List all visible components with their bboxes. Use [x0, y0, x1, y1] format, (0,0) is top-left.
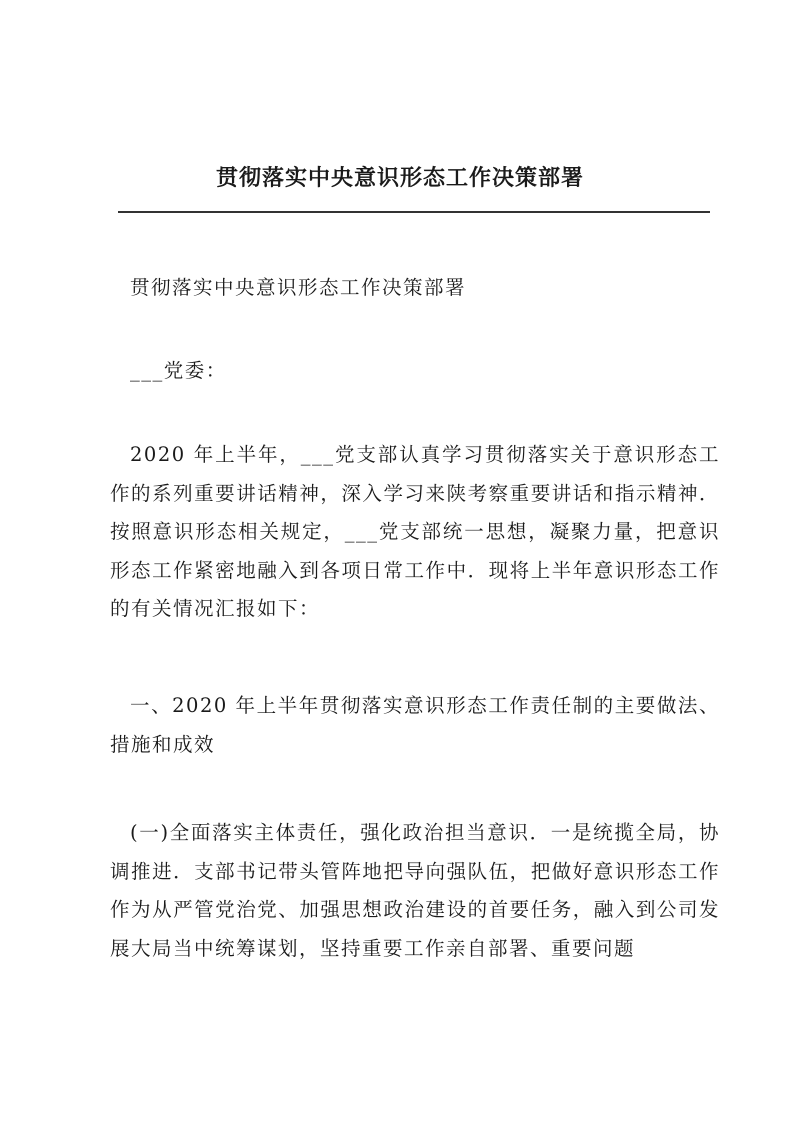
section-heading: 一、2020 年上半年贯彻落实意识形态工作责任制的主要做法、措施和成效 [110, 694, 720, 756]
intro-paragraph: 2020 年上半年，___党支部认真学习贯彻落实关于意识形态工作的系列重要讲话精神，深入学习来陕考察重要讲话和指示精神．按照意识形态相关规定，___党支部统一思想，凝聚力量，把意识形态工作紧密地融入到各项日常工作中．现将上半年意识形态工作的有关情况汇报如下： [110, 443, 720, 620]
page-title: 贯彻落实中央意识形态工作决策部署 [215, 165, 584, 191]
title-divider [118, 211, 710, 213]
subtitle-paragraph: 贯彻落实中央意识形态工作决策部署 [130, 276, 467, 299]
body-paragraph: (一)全面落实主体责任，强化政治担当意识．一是统揽全局，协调推进．支部书记带头管阵地把导向强队伍，把做好意识形态工作作为从严管党治党、加强思想政治建设的首要任务，融入到公司发展大局当中统筹谋划，坚持重要工作亲自部署、重要问题 [110, 821, 720, 960]
salutation-paragraph: ___党委： [130, 359, 227, 382]
